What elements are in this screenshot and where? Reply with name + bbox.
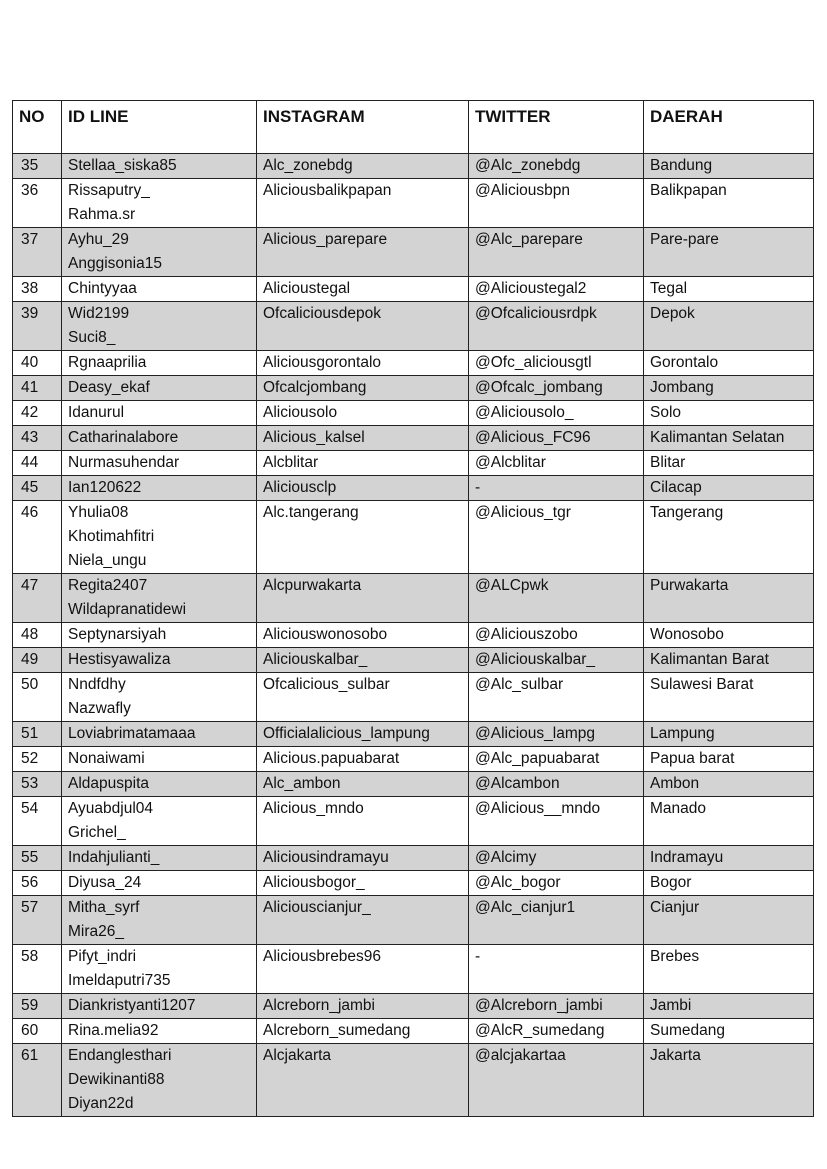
cell-no: 35 (13, 154, 62, 179)
cell-twitter: @Aliciouszobo (469, 623, 644, 648)
cell-instagram: Alicious_kalsel (257, 426, 469, 451)
cell-id-line (62, 574, 257, 623)
cell-instagram: Officialalicious_lampung (257, 722, 469, 747)
table-row (13, 994, 814, 1019)
cell-id-line (62, 797, 257, 846)
cell-daerah: Sulawesi Barat (644, 673, 814, 722)
id-line-entry: Indahjulianti_ (68, 849, 160, 866)
cell-daerah: Pare-pare (644, 228, 814, 277)
cell-no: 56 (13, 871, 62, 896)
cell-id-line (62, 426, 257, 451)
cell-daerah: Tangerang (644, 501, 814, 574)
cell-id-line (62, 648, 257, 673)
cell-id-line (62, 945, 257, 994)
cell-no: 52 (13, 747, 62, 772)
cell-id-line (62, 747, 257, 772)
cell-no: 43 (13, 426, 62, 451)
cell-daerah: Tegal (644, 277, 814, 302)
contacts-table (12, 100, 814, 1117)
cell-no: 59 (13, 994, 62, 1019)
id-line-entry: Rina.melia92 (68, 1022, 159, 1039)
table-row (13, 476, 814, 501)
table-row (13, 501, 814, 574)
cell-id-line (62, 401, 257, 426)
cell-twitter: @Alc_zonebdg (469, 154, 644, 179)
cell-daerah: Sumedang (644, 1019, 814, 1044)
header-instagram: INSTAGRAM (257, 101, 469, 154)
table-row (13, 871, 814, 896)
cell-instagram: Alcblitar (257, 451, 469, 476)
cell-twitter: @Alcblitar (469, 451, 644, 476)
table-row (13, 1019, 814, 1044)
id-line-entry: Deasy_ekaf (68, 379, 150, 396)
cell-daerah: Lampung (644, 722, 814, 747)
cell-instagram: Alicioustegal (257, 277, 469, 302)
cell-id-line (62, 994, 257, 1019)
table-row (13, 945, 814, 994)
cell-id-line (62, 351, 257, 376)
cell-no: 61 (13, 1044, 62, 1117)
cell-id-line (62, 376, 257, 401)
id-line-entry: Rahma.sr (68, 206, 136, 223)
cell-daerah: Bogor (644, 871, 814, 896)
id-line-entry: Niela_ungu (68, 552, 147, 569)
cell-no: 47 (13, 574, 62, 623)
id-line-entry: Diankristyanti1207 (68, 997, 196, 1014)
cell-no: 54 (13, 797, 62, 846)
id-line-entry: Grichel_ (68, 824, 126, 841)
id-line-entry: Yhulia08 (68, 504, 129, 521)
cell-daerah: Papua barat (644, 747, 814, 772)
table-row (13, 351, 814, 376)
cell-instagram: Alcreborn_sumedang (257, 1019, 469, 1044)
id-line-entry: Diyan22d (68, 1095, 134, 1112)
id-line-entry: Nndfdhy (68, 676, 126, 693)
cell-twitter: @Alicious_lampg (469, 722, 644, 747)
cell-twitter: @Alc_parepare (469, 228, 644, 277)
id-line-entry: Stellaa_siska85 (68, 157, 177, 174)
cell-daerah: Indramayu (644, 846, 814, 871)
cell-id-line (62, 896, 257, 945)
cell-twitter: @Aliciousbpn (469, 179, 644, 228)
id-line-entry: Mitha_syrf (68, 899, 140, 916)
id-line-entry: Ian120622 (68, 479, 142, 496)
cell-daerah: Bandung (644, 154, 814, 179)
table-row (13, 623, 814, 648)
cell-instagram: Aliciousbogor_ (257, 871, 469, 896)
cell-daerah: Jakarta (644, 1044, 814, 1117)
cell-twitter: @Alcimy (469, 846, 644, 871)
cell-id-line (62, 476, 257, 501)
table-row (13, 797, 814, 846)
cell-id-line (62, 1044, 257, 1117)
id-line-entry: Wildapranatidewi (68, 601, 187, 618)
cell-twitter: @Alicioustegal2 (469, 277, 644, 302)
cell-daerah: Wonosobo (644, 623, 814, 648)
id-line-entry: Imeldaputri735 (68, 972, 171, 989)
cell-no: 58 (13, 945, 62, 994)
header-twitter: TWITTER (469, 101, 644, 154)
id-line-entry: Loviabrimatamaaa (68, 725, 196, 742)
table-row (13, 1044, 814, 1117)
cell-instagram: Aliciouswonosobo (257, 623, 469, 648)
cell-instagram: Aliciouskalbar_ (257, 648, 469, 673)
cell-twitter: @alcjakartaa (469, 1044, 644, 1117)
cell-daerah: Gorontalo (644, 351, 814, 376)
cell-id-line (62, 846, 257, 871)
cell-twitter: @Alicious__mndo (469, 797, 644, 846)
table-body (13, 154, 814, 1117)
cell-no: 44 (13, 451, 62, 476)
cell-daerah: Kalimantan Barat (644, 648, 814, 673)
id-line-entry: Wid2199 (68, 305, 130, 322)
id-line-entry: Diyusa_24 (68, 874, 142, 891)
cell-twitter: @Alc_papuabarat (469, 747, 644, 772)
cell-id-line (62, 772, 257, 797)
cell-twitter: @Alicious_tgr (469, 501, 644, 574)
cell-instagram: Aliciousbrebes96 (257, 945, 469, 994)
id-line-entry: Nazwafly (68, 700, 131, 717)
cell-instagram: Alc_zonebdg (257, 154, 469, 179)
id-line-entry: Idanurul (68, 404, 125, 421)
table-row (13, 451, 814, 476)
cell-no: 42 (13, 401, 62, 426)
cell-instagram: Alicious.papuabarat (257, 747, 469, 772)
id-line-entry: Aldapuspita (68, 775, 150, 792)
cell-id-line (62, 154, 257, 179)
id-line-entry: Rissaputry_ (68, 182, 150, 199)
id-line-entry: Chintyyaa (68, 280, 137, 297)
cell-instagram: Alcjakarta (257, 1044, 469, 1117)
cell-no: 55 (13, 846, 62, 871)
id-line-entry: Nurmasuhendar (68, 454, 180, 471)
cell-daerah: Cilacap (644, 476, 814, 501)
cell-no: 45 (13, 476, 62, 501)
cell-twitter: @Alc_cianjur1 (469, 896, 644, 945)
cell-instagram: Alcreborn_jambi (257, 994, 469, 1019)
table-row (13, 648, 814, 673)
cell-no: 50 (13, 673, 62, 722)
table-row (13, 846, 814, 871)
cell-twitter: @Alcreborn_jambi (469, 994, 644, 1019)
table-row (13, 228, 814, 277)
cell-id-line (62, 501, 257, 574)
id-line-entry: Ayuabdjul04 (68, 800, 154, 817)
id-line-entry: Mira26_ (68, 923, 124, 940)
header-id-line: ID LINE (62, 101, 257, 154)
table-row (13, 179, 814, 228)
cell-no: 40 (13, 351, 62, 376)
cell-instagram: Ofcaliciousdepok (257, 302, 469, 351)
cell-daerah: Depok (644, 302, 814, 351)
cell-instagram: Aliciouscianjur_ (257, 896, 469, 945)
cell-daerah: Cianjur (644, 896, 814, 945)
table-row (13, 574, 814, 623)
cell-instagram: Alc.tangerang (257, 501, 469, 574)
cell-twitter: @Alicious_FC96 (469, 426, 644, 451)
id-line-entry: Endanglesthari (68, 1047, 172, 1064)
table-row (13, 302, 814, 351)
cell-daerah: Blitar (644, 451, 814, 476)
id-line-entry: Suci8_ (68, 329, 116, 346)
table-header (13, 101, 814, 154)
id-line-entry: Dewikinanti88 (68, 1071, 165, 1088)
table-row (13, 426, 814, 451)
table-row (13, 376, 814, 401)
cell-twitter: @Alc_sulbar (469, 673, 644, 722)
cell-daerah: Jombang (644, 376, 814, 401)
id-line-entry: Khotimahfitri (68, 528, 155, 545)
cell-no: 46 (13, 501, 62, 574)
cell-instagram: Aliciousgorontalo (257, 351, 469, 376)
cell-instagram: Aliciousclp (257, 476, 469, 501)
header-daerah: DAERAH (644, 101, 814, 154)
cell-instagram: Alicious_mndo (257, 797, 469, 846)
cell-daerah: Brebes (644, 945, 814, 994)
cell-no: 38 (13, 277, 62, 302)
cell-twitter: @Ofcaliciousrdpk (469, 302, 644, 351)
cell-twitter: @Ofc_aliciousgtl (469, 351, 644, 376)
cell-id-line (62, 302, 257, 351)
cell-daerah: Balikpapan (644, 179, 814, 228)
document-page (12, 100, 813, 1117)
cell-twitter: - (469, 476, 644, 501)
cell-instagram: Alc_ambon (257, 772, 469, 797)
cell-no: 39 (13, 302, 62, 351)
cell-twitter: @ALCpwk (469, 574, 644, 623)
cell-twitter: @Aliciousolo_ (469, 401, 644, 426)
cell-instagram: Aliciousbalikpapan (257, 179, 469, 228)
cell-twitter: @AlcR_sumedang (469, 1019, 644, 1044)
cell-daerah: Solo (644, 401, 814, 426)
id-line-entry: Anggisonia15 (68, 255, 162, 272)
table-row (13, 722, 814, 747)
table-row (13, 896, 814, 945)
cell-twitter: @Alcambon (469, 772, 644, 797)
cell-no: 51 (13, 722, 62, 747)
cell-no: 57 (13, 896, 62, 945)
cell-twitter: - (469, 945, 644, 994)
cell-no: 53 (13, 772, 62, 797)
cell-twitter: @Alc_bogor (469, 871, 644, 896)
cell-daerah: Kalimantan Selatan (644, 426, 814, 451)
id-line-entry: Hestisyawaliza (68, 651, 171, 668)
cell-id-line (62, 871, 257, 896)
cell-id-line (62, 1019, 257, 1044)
cell-id-line (62, 451, 257, 476)
id-line-entry: Catharinalabore (68, 429, 179, 446)
cell-no: 48 (13, 623, 62, 648)
id-line-entry: Regita2407 (68, 577, 148, 594)
cell-no: 36 (13, 179, 62, 228)
cell-twitter: @Aliciouskalbar_ (469, 648, 644, 673)
cell-id-line (62, 228, 257, 277)
table-row (13, 772, 814, 797)
cell-no: 37 (13, 228, 62, 277)
cell-daerah: Ambon (644, 772, 814, 797)
cell-instagram: Aliciousindramayu (257, 846, 469, 871)
cell-no: 41 (13, 376, 62, 401)
cell-id-line (62, 277, 257, 302)
cell-no: 49 (13, 648, 62, 673)
id-line-entry: Nonaiwami (68, 750, 145, 767)
cell-instagram: Alicious_parepare (257, 228, 469, 277)
table-row (13, 277, 814, 302)
cell-no: 60 (13, 1019, 62, 1044)
id-line-entry: Rgnaaprilia (68, 354, 147, 371)
id-line-entry: Septynarsiyah (68, 626, 167, 643)
id-line-entry: Pifyt_indri (68, 948, 137, 965)
cell-instagram: Aliciousolo (257, 401, 469, 426)
cell-twitter: @Ofcalc_jombang (469, 376, 644, 401)
header-no: NO (13, 101, 62, 154)
cell-instagram: Alcpurwakarta (257, 574, 469, 623)
cell-id-line (62, 179, 257, 228)
table-row (13, 673, 814, 722)
table-row (13, 154, 814, 179)
table-row (13, 401, 814, 426)
cell-id-line (62, 722, 257, 747)
cell-id-line (62, 623, 257, 648)
cell-instagram: Ofcalcjombang (257, 376, 469, 401)
cell-daerah: Manado (644, 797, 814, 846)
id-line-entry: Ayhu_29 (68, 231, 129, 248)
cell-daerah: Purwakarta (644, 574, 814, 623)
cell-id-line (62, 673, 257, 722)
header-row (13, 101, 814, 154)
cell-instagram: Ofcalicious_sulbar (257, 673, 469, 722)
table-row (13, 747, 814, 772)
cell-daerah: Jambi (644, 994, 814, 1019)
